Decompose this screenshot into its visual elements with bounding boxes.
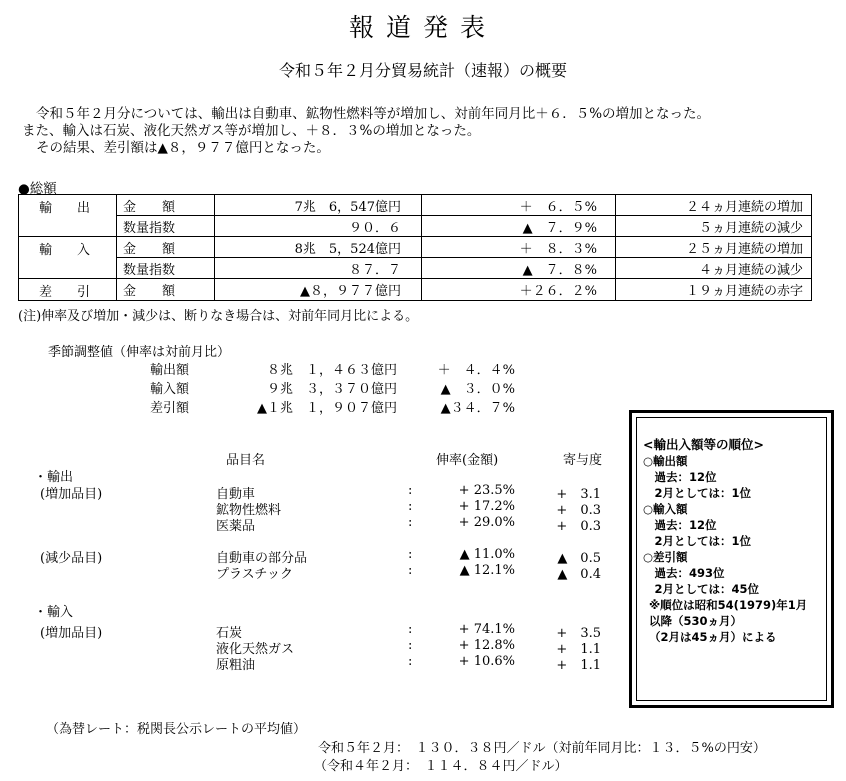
seasonal-heading: 季節調整値（伸率は対前月比） — [48, 345, 231, 360]
table-row — [19, 216, 812, 237]
category-cell: 輸 出 — [19, 195, 117, 237]
product-contrib: + 1.1 — [556, 642, 601, 657]
product-contrib: + 3.5 — [556, 626, 601, 641]
totals-footnote: (注)伸率及び増加・減少は、断りなき場合は、対前年同月比による。 — [18, 309, 419, 324]
item-cell: 金 額 — [117, 237, 215, 258]
totals-heading: ●総額 — [18, 181, 57, 197]
product-name: 原粗油 — [216, 658, 256, 673]
note-cell: ４ヵ月連続の減少 — [616, 258, 812, 279]
seasonal-rate: ＋ ４．４% — [437, 363, 515, 378]
product-contrib: ▲ 0.4 — [557, 567, 601, 582]
summary-line-3: その結果、差引額は▲８，９７７億円となった。 — [36, 140, 330, 156]
product-rate: ▲ 11.0% — [459, 547, 515, 562]
rate-cell: ▲ ７．８% — [422, 258, 616, 279]
value-cell: 8兆 5，524億円 — [215, 237, 422, 258]
decrease-label: (減少品目) — [40, 551, 103, 566]
increase-label: (増加品目) — [40, 626, 103, 641]
product-contrib: + 1.1 — [556, 658, 601, 673]
product-colon: : — [408, 499, 413, 514]
value-cell: ▲８，９７７億円 — [215, 279, 422, 301]
product-contrib: + 3.1 — [556, 487, 601, 502]
ranking-line: ○輸出額 — [643, 454, 688, 468]
col-contrib-header: 寄与度 — [563, 453, 603, 468]
ranking-line: ※順位は昭和54(1979)年1月 — [649, 598, 808, 612]
ranking-line: 過去：12位 — [643, 518, 717, 532]
category-cell: 輸 入 — [19, 237, 117, 279]
product-rate: + 23.5% — [458, 483, 515, 498]
product-contrib: + 0.3 — [556, 519, 601, 534]
product-colon: : — [408, 483, 413, 498]
table-row — [19, 195, 812, 216]
ranking-line: 2月としては：45位 — [643, 582, 760, 596]
ranking-line: 2月としては：1位 — [643, 534, 752, 548]
ranking-line: ○差引額 — [643, 550, 688, 564]
product-contrib: + 0.3 — [556, 503, 601, 518]
item-cell: 金 額 — [117, 195, 215, 216]
ranking-line: 過去：12位 — [643, 470, 717, 484]
ranking-line: ○輸入額 — [643, 502, 688, 516]
seasonal-value: ▲１兆 １，９０７億円 — [257, 401, 397, 416]
seasonal-label: 輸入額 — [150, 382, 190, 397]
product-colon: : — [408, 563, 413, 578]
product-name: 石炭 — [216, 626, 243, 641]
rate-cell: ＋２６．２% — [422, 279, 616, 301]
rate-cell: ▲ ７．９% — [422, 216, 616, 237]
exchange-previous: （令和４年２月： １１４．８４円／ドル） — [314, 759, 568, 774]
product-contrib: ▲ 0.5 — [557, 551, 601, 566]
product-name: 自動車の部分品 — [216, 551, 308, 566]
seasonal-value: ９兆 ３，３７０億円 — [266, 382, 397, 397]
ranking-line: 過去：493位 — [643, 566, 725, 580]
note-cell: ５ヵ月連続の減少 — [616, 216, 812, 237]
note-cell: ２４ヵ月連続の増加 — [616, 195, 812, 216]
value-cell: 7兆 6，547億円 — [215, 195, 422, 216]
seasonal-label: 差引額 — [150, 401, 190, 416]
ranking-box — [629, 410, 834, 708]
product-rate: + 17.2% — [458, 499, 515, 514]
export-label: ・輸出 — [34, 470, 74, 485]
table-row — [19, 279, 812, 301]
ranking-line: （2月は45ヵ月）による — [649, 630, 777, 644]
summary-line-2: また、輸入は石炭、液化天然ガス等が増加し、＋８．３%の増加となった。 — [22, 123, 481, 139]
product-name: 液化天然ガス — [216, 642, 295, 657]
col-item-header: 品目名 — [226, 453, 266, 468]
seasonal-value: ８兆 １，４６３億円 — [266, 363, 397, 378]
note-cell: ２５ヵ月連続の増加 — [616, 237, 812, 258]
seasonal-rate: ▲３４．７% — [440, 401, 515, 416]
item-cell: 金 額 — [117, 279, 215, 301]
product-rate: ▲ 12.1% — [459, 563, 515, 578]
category-cell: 差 引 — [19, 279, 117, 301]
table-row — [19, 258, 812, 279]
product-name: 医薬品 — [216, 519, 256, 534]
product-colon: : — [408, 622, 413, 637]
product-colon: : — [408, 654, 413, 669]
page-subtitle: 令和５年２月分貿易統計（速報）の概要 — [278, 61, 567, 80]
ranking-title: <輸出入額等の順位> — [643, 437, 764, 452]
seasonal-rate: ▲ ３．０% — [440, 382, 515, 397]
totals-table — [18, 194, 812, 301]
product-colon: : — [408, 515, 413, 530]
note-cell: １９ヵ月連続の赤字 — [616, 279, 812, 301]
item-cell: 数量指数 — [117, 216, 215, 237]
summary-line-1: 令和５年２月分については、輸出は自動車、鉱物性燃料等が増加し、対前年同月比＋６．５%の増加となった。 — [36, 106, 711, 122]
product-name: 自動車 — [216, 487, 256, 502]
product-name: 鉱物性燃料 — [216, 503, 282, 518]
ranking-line: 以降（530ヵ月） — [649, 614, 743, 628]
product-rate: + 10.6% — [458, 654, 515, 669]
page-title: 報道発表 — [348, 13, 497, 42]
item-cell: 数量指数 — [117, 258, 215, 279]
product-name: プラスチック — [216, 567, 293, 582]
exchange-heading: （為替レート：税関長公示レートの平均値） — [46, 722, 307, 737]
import-label: ・輸入 — [34, 605, 74, 620]
value-cell: ９０．６ — [215, 216, 422, 237]
product-colon: : — [408, 638, 413, 653]
product-rate: + 29.0% — [458, 515, 515, 530]
product-rate: + 74.1% — [458, 622, 515, 637]
exchange-current: 令和５年２月： １３０．３８円／ドル（対前年同月比：１３．５%の円安） — [318, 741, 766, 756]
product-rate: + 12.8% — [458, 638, 515, 653]
product-colon: : — [408, 547, 413, 562]
value-cell: ８７．７ — [215, 258, 422, 279]
increase-label: (増加品目) — [40, 487, 103, 502]
table-row — [19, 237, 812, 258]
ranking-line: 2月としては：1位 — [643, 486, 752, 500]
seasonal-label: 輸出額 — [150, 363, 190, 378]
rate-cell: ＋ ８．３% — [422, 237, 616, 258]
rate-cell: ＋ ６．５% — [422, 195, 616, 216]
col-rate-header: 伸率(金額) — [436, 453, 499, 468]
